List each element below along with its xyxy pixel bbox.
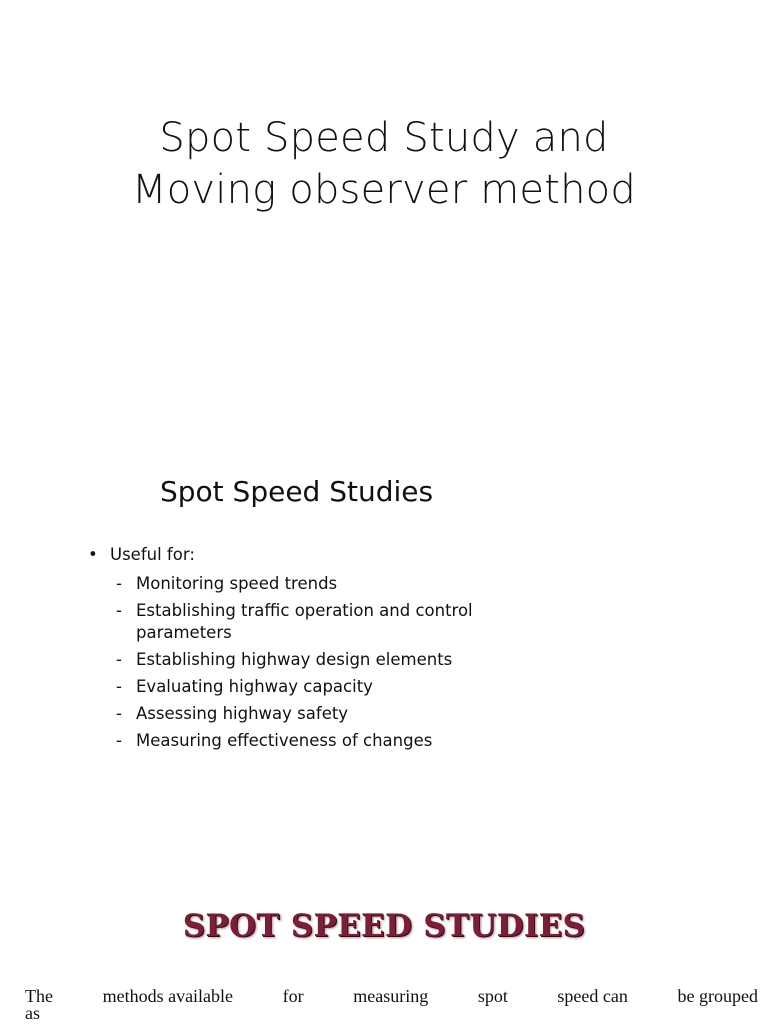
sub-bullet-list xyxy=(116,573,528,752)
section-banner: SPOT SPEED STUDIES xyxy=(182,908,586,944)
sub-bullet-text: Evaluating highway capacity xyxy=(136,677,373,696)
dash-icon: - xyxy=(116,574,122,593)
dash-icon: - xyxy=(116,601,122,620)
bullet-dot-icon: • xyxy=(88,545,98,564)
sub-bullet-text: Establishing highway design elements xyxy=(136,650,453,669)
paragraph-line-1 xyxy=(25,988,758,1005)
slide-heading: Spot Speed Studies xyxy=(160,475,434,508)
document-page xyxy=(0,840,768,1024)
bullet-list xyxy=(88,544,528,752)
sub-bullet-item xyxy=(116,676,528,698)
bullet-item xyxy=(88,544,528,568)
paragraph-word: The xyxy=(25,986,53,1006)
presentation-title xyxy=(0,112,768,216)
paragraph-word: for xyxy=(282,986,304,1006)
dash-icon: - xyxy=(116,650,122,669)
bullet-text: Useful for: xyxy=(110,545,195,564)
sub-bullet-item xyxy=(116,703,528,725)
paragraph-line-2: as xyxy=(25,1003,40,1023)
dash-icon: - xyxy=(116,704,122,723)
title-line-2: Moving observer method xyxy=(132,167,636,213)
sub-bullet-text: Establishing traffic operation and control parameters xyxy=(136,601,473,642)
paragraph-word: spot xyxy=(477,986,508,1006)
sub-bullet-text: Measuring effectiveness of changes xyxy=(136,731,433,750)
title-slide xyxy=(0,0,768,420)
paragraph-word: methods available xyxy=(102,986,234,1006)
sub-bullet-text: Monitoring speed trends xyxy=(136,574,338,593)
sub-bullet-item xyxy=(116,600,528,644)
dash-icon: - xyxy=(116,677,122,696)
sub-bullet-item xyxy=(116,730,528,752)
body-paragraph xyxy=(25,988,758,1022)
title-line-1: Spot Speed Study and xyxy=(159,115,609,161)
sub-bullet-item xyxy=(116,573,528,595)
sub-bullet-text: Assessing highway safety xyxy=(136,704,349,723)
paragraph-word: speed can xyxy=(557,986,628,1006)
paragraph-word: measuring xyxy=(353,986,429,1006)
spot-speed-studies-slide xyxy=(0,420,768,840)
dash-icon: - xyxy=(116,731,122,750)
paragraph-word: be grouped xyxy=(677,986,758,1006)
sub-bullet-item xyxy=(116,649,528,671)
